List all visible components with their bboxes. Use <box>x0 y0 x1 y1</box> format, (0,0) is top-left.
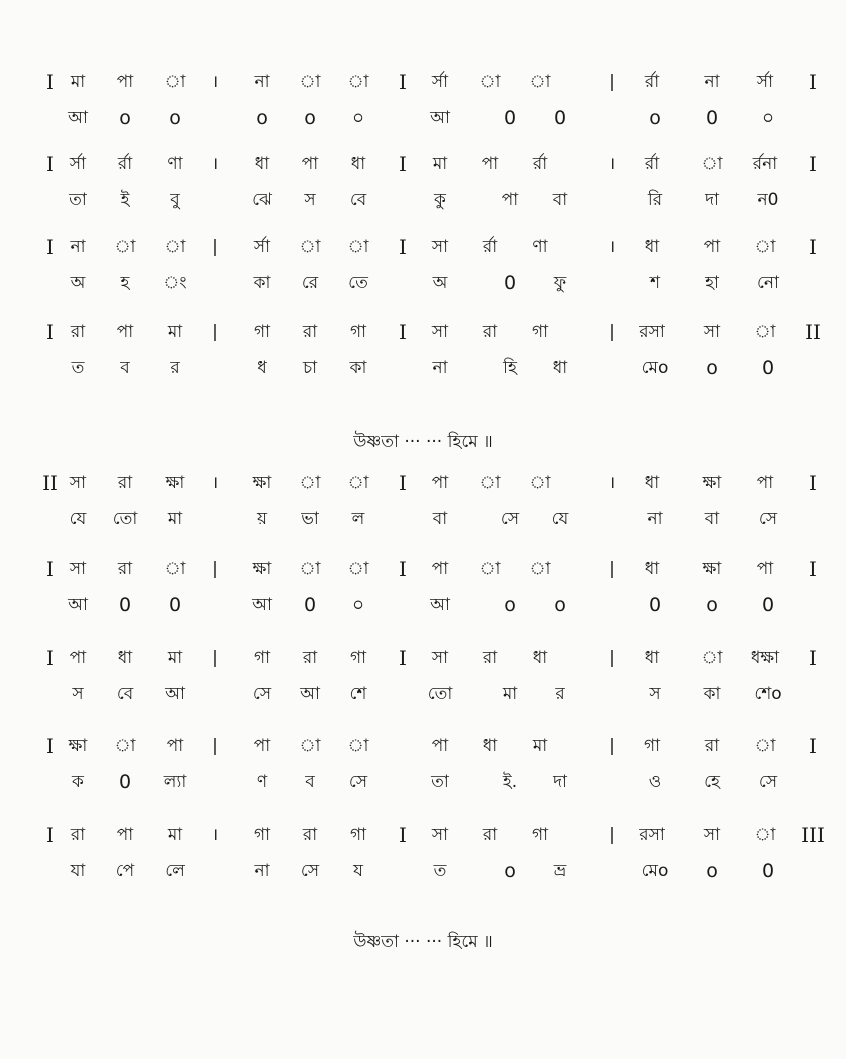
lyric-syllable: o <box>706 594 718 616</box>
lyric-syllable: অ <box>432 273 448 293</box>
note-cell: I <box>46 320 54 344</box>
note-cell: ধা <box>254 154 270 174</box>
note-cell: রা <box>117 473 133 493</box>
notation-row <box>0 821 846 849</box>
note-cell: I <box>46 557 54 581</box>
lyric-syllable: 0 <box>705 107 719 129</box>
note-cell: । <box>608 237 616 257</box>
lyric-syllable: ভা <box>301 509 319 529</box>
note-cell: সা <box>69 559 87 579</box>
note-cell: পা <box>431 736 449 756</box>
note-cell: া <box>347 473 369 493</box>
lyric-syllable: o <box>706 357 718 379</box>
lyric-syllable: ভ্র <box>553 861 567 881</box>
lyric-syllable: 0 <box>648 594 662 616</box>
note-cell: রা <box>302 322 318 342</box>
note-cell: সা <box>69 473 87 493</box>
lyric-syllable: আ <box>165 684 185 704</box>
lyric-syllable: অ <box>70 273 86 293</box>
note-cell: পা <box>756 473 774 493</box>
note-cell: া <box>701 648 723 668</box>
lyric-syllable: তা <box>69 190 87 210</box>
note-cell: I <box>809 557 817 581</box>
note-cell: া <box>529 72 551 92</box>
lyric-syllable: ধ <box>257 358 267 378</box>
lyric-syllable: ত <box>433 861 447 881</box>
note-cell: না <box>70 237 86 257</box>
note-cell: I <box>399 235 407 259</box>
note-cell: পা <box>301 154 319 174</box>
note-cell: র্রা <box>117 154 133 174</box>
lyric-syllable: মা <box>167 509 183 529</box>
lyric-syllable: বা <box>704 509 720 529</box>
note-cell: পা <box>431 473 449 493</box>
note-cell: া <box>701 154 723 174</box>
note-cell: | <box>212 322 218 342</box>
lyric-syllable: সে <box>500 509 520 529</box>
note-cell: র্রা <box>482 237 498 257</box>
note-cell: া <box>347 736 369 756</box>
lyric-syllable: যা <box>70 861 86 881</box>
note-cell: I <box>46 70 54 94</box>
lyric-syllable: লে <box>165 861 185 881</box>
note-cell: পা <box>166 736 184 756</box>
lyric-syllable: তো <box>427 684 453 704</box>
lyric-syllable: 0 <box>168 594 182 616</box>
lyric-syllable: না <box>647 509 663 529</box>
note-cell: I <box>809 70 817 94</box>
note-cell: পা <box>756 559 774 579</box>
note-cell: রা <box>482 825 498 845</box>
lyric-syllable: চা <box>302 358 318 378</box>
note-cell: | <box>212 237 218 257</box>
note-cell: ণা <box>167 154 183 174</box>
note-cell: রা <box>482 648 498 668</box>
note-cell: মা <box>532 736 548 756</box>
note-cell: | <box>609 825 615 845</box>
note-cell: I <box>399 646 407 670</box>
lyric-syllable: স <box>72 684 84 704</box>
lyric-syllable: আ <box>252 595 272 615</box>
note-cell: া <box>754 237 776 257</box>
note-cell: । <box>211 72 219 92</box>
lyric-syllable: কা <box>349 358 367 378</box>
lyric-syllable: ল্যা <box>163 772 187 792</box>
note-cell: | <box>609 648 615 668</box>
note-cell: । <box>211 154 219 174</box>
lyric-syllable: তো <box>112 509 138 529</box>
note-cell: I <box>46 823 54 847</box>
lyric-syllable: কা <box>703 684 721 704</box>
note-cell: র্সা <box>69 154 87 174</box>
note-cell: না <box>254 72 270 92</box>
lyric-syllable: র <box>555 684 565 704</box>
lyric-syllable: হি <box>503 358 517 378</box>
lyric-syllable: ০ <box>351 107 365 129</box>
lyric-syllable: 0 <box>503 272 517 294</box>
note-cell: গা <box>531 322 549 342</box>
note-cell: পা <box>703 237 721 257</box>
note-cell: পা <box>431 559 449 579</box>
note-cell: া <box>529 559 551 579</box>
note-cell: র্রা <box>644 154 660 174</box>
lyric-syllable: ই <box>120 190 130 210</box>
lyric-syllable: তা <box>431 772 449 792</box>
note-cell: া <box>479 559 501 579</box>
note-cell: া <box>347 72 369 92</box>
lyric-syllable: রি <box>647 190 663 210</box>
note-cell: III <box>801 823 825 847</box>
note-cell: র্সা <box>253 237 271 257</box>
note-cell: া <box>114 237 136 257</box>
note-cell: II <box>42 471 58 495</box>
note-cell: র্সা <box>431 72 449 92</box>
lyric-syllable: 0 <box>761 860 775 882</box>
lyric-syllable: আ <box>68 595 88 615</box>
lyric-syllable: o <box>554 594 566 616</box>
lyric-row <box>0 269 846 297</box>
lyric-syllable: ০ <box>761 107 775 129</box>
note-cell: র্সা <box>756 72 774 92</box>
lyric-syllable: o <box>169 107 181 129</box>
note-cell: | <box>212 648 218 668</box>
note-cell: ধা <box>644 559 660 579</box>
note-cell: সা <box>431 648 449 668</box>
note-cell: া <box>347 237 369 257</box>
notation-row <box>0 644 846 672</box>
note-cell: ধা <box>482 736 498 756</box>
note-cell: | <box>609 736 615 756</box>
notation-row <box>0 318 846 346</box>
note-cell: সা <box>431 322 449 342</box>
note-cell: মা <box>70 72 86 92</box>
lyric-syllable: স <box>649 684 661 704</box>
lyric-syllable: কা <box>253 273 271 293</box>
note-cell: I <box>46 646 54 670</box>
lyric-syllable: পে <box>115 861 135 881</box>
lyric-syllable: সে <box>252 684 272 704</box>
note-cell: রা <box>704 736 720 756</box>
note-cell: রা <box>70 322 86 342</box>
lyric-syllable: তে <box>348 273 368 293</box>
note-cell: গা <box>349 322 367 342</box>
note-cell: ক্ষা <box>68 736 88 756</box>
note-cell: II <box>805 320 821 344</box>
lyric-syllable: 0 <box>761 357 775 379</box>
lyric-syllable: 0 <box>553 107 567 129</box>
note-cell: া <box>164 237 186 257</box>
lyric-syllable: 0 <box>761 594 775 616</box>
lyric-syllable: আ <box>430 595 450 615</box>
note-cell: া <box>299 559 321 579</box>
lyric-syllable: সে <box>758 509 778 529</box>
note-cell: I <box>46 152 54 176</box>
notation-row <box>0 732 846 760</box>
notation-row <box>0 150 846 178</box>
note-cell: I <box>809 471 817 495</box>
note-cell: গা <box>349 648 367 668</box>
note-cell: মা <box>432 154 448 174</box>
lyric-syllable: হা <box>705 273 719 293</box>
note-cell: I <box>399 152 407 176</box>
note-cell: না <box>704 72 720 92</box>
lyric-syllable: o <box>256 107 268 129</box>
note-cell: I <box>809 235 817 259</box>
note-cell: পা <box>253 736 271 756</box>
note-cell: ক্ষা <box>702 559 722 579</box>
note-cell: | <box>212 736 218 756</box>
note-cell: রসা <box>639 322 665 342</box>
note-cell: I <box>399 471 407 495</box>
note-cell: I <box>399 823 407 847</box>
note-cell: সা <box>431 825 449 845</box>
notation-row <box>0 469 846 497</box>
note-cell: ধা <box>644 473 660 493</box>
lyric-syllable: মা <box>502 684 518 704</box>
note-cell: I <box>399 320 407 344</box>
lyric-syllable: যে <box>551 509 569 529</box>
lyric-syllable: বে <box>116 684 134 704</box>
lyric-syllable: সে <box>348 772 368 792</box>
note-cell: রসা <box>639 825 665 845</box>
note-cell: া <box>479 473 501 493</box>
note-cell: পা <box>116 72 134 92</box>
lyric-syllable: নো <box>757 273 779 293</box>
note-cell: | <box>212 559 218 579</box>
note-cell: র্রা <box>644 72 660 92</box>
note-cell: রা <box>70 825 86 845</box>
lyric-syllable: র <box>170 358 180 378</box>
note-cell: গা <box>253 825 271 845</box>
note-cell: | <box>609 559 615 579</box>
lyric-syllable: ত <box>71 358 85 378</box>
note-cell: ণা <box>532 237 548 257</box>
lyric-syllable: ও <box>648 772 662 792</box>
note-cell: পা <box>481 154 499 174</box>
lyric-syllable: 0 <box>503 107 517 129</box>
lyric-syllable: কু <box>434 190 446 210</box>
lyric-syllable: য় <box>256 509 268 529</box>
note-cell: া <box>299 72 321 92</box>
note-cell: পা <box>116 825 134 845</box>
lyric-syllable: ব <box>120 358 130 378</box>
lyric-syllable: না <box>254 861 270 881</box>
note-cell: া <box>114 736 136 756</box>
note-cell: I <box>809 152 817 176</box>
note-cell: I <box>46 734 54 758</box>
note-cell: া <box>529 473 551 493</box>
note-cell: া <box>754 736 776 756</box>
lyric-syllable: o <box>504 594 516 616</box>
note-cell: া <box>347 559 369 579</box>
lyric-syllable: ই. <box>502 772 518 792</box>
lyric-syllable: o <box>119 107 131 129</box>
lyric-syllable: সে <box>300 861 320 881</box>
note-cell: রা <box>302 648 318 668</box>
note-cell: ধক্ষা <box>750 648 780 668</box>
note-cell: া <box>164 72 186 92</box>
note-cell: ক্ষা <box>252 473 272 493</box>
lyric-syllable: o <box>649 107 661 129</box>
lyric-syllable: 0 <box>303 594 317 616</box>
note-cell: মা <box>167 322 183 342</box>
lyric-syllable: ন0 <box>757 190 779 210</box>
note-cell: মা <box>167 648 183 668</box>
note-cell: I <box>399 557 407 581</box>
lyric-syllable: পা <box>501 190 519 210</box>
note-cell: সা <box>431 237 449 257</box>
lyric-syllable: আ <box>430 108 450 128</box>
note-cell: I <box>809 646 817 670</box>
note-cell: গা <box>531 825 549 845</box>
lyric-syllable: ফু <box>553 273 567 293</box>
note-cell: I <box>809 734 817 758</box>
lyric-syllable: শে <box>349 684 367 704</box>
lyric-syllable: ০ <box>351 594 365 616</box>
note-cell: া <box>479 72 501 92</box>
lyric-syllable: না <box>432 358 448 378</box>
note-cell: । <box>211 473 219 493</box>
notation-row <box>0 555 846 583</box>
note-cell: I <box>46 235 54 259</box>
lyric-syllable: মেo <box>641 358 669 378</box>
lyric-syllable: দা <box>553 772 567 792</box>
lyric-syllable: ণ <box>256 772 268 792</box>
lyric-syllable: য <box>353 861 363 881</box>
lyric-syllable: o <box>304 107 316 129</box>
lyric-syllable: শ <box>649 273 661 293</box>
note-cell: সা <box>703 322 721 342</box>
note-cell: মা <box>167 825 183 845</box>
lyric-syllable: বু <box>170 190 180 210</box>
lyric-syllable: হে <box>704 772 720 792</box>
lyric-syllable: বা <box>552 190 568 210</box>
lyric-syllable: ক <box>72 772 84 792</box>
note-cell: ধা <box>644 237 660 257</box>
notation-row <box>0 68 846 96</box>
lyric-syllable: ঝে <box>252 190 272 210</box>
note-cell: | <box>609 322 615 342</box>
note-cell: । <box>608 154 616 174</box>
refrain-heading-2: উষ্ণতা ··· ··· হিমে ॥ <box>353 932 493 952</box>
note-cell: া <box>754 825 776 845</box>
note-cell: । <box>211 825 219 845</box>
note-cell: | <box>609 72 615 92</box>
lyric-syllable: শেo <box>754 684 782 704</box>
lyric-syllable: হ <box>120 273 130 293</box>
lyric-row <box>0 104 846 132</box>
note-cell: া <box>299 237 321 257</box>
note-cell: গা <box>253 322 271 342</box>
notation-row <box>0 233 846 261</box>
lyric-syllable: 0 <box>118 594 132 616</box>
lyric-syllable: ব <box>305 772 315 792</box>
note-cell: গা <box>349 825 367 845</box>
lyric-row <box>0 505 846 533</box>
note-cell: া <box>299 473 321 493</box>
note-cell: ক্ষা <box>165 473 185 493</box>
note-cell: । <box>608 473 616 493</box>
note-cell: ক্ষা <box>702 473 722 493</box>
lyric-syllable: মেo <box>641 861 669 881</box>
note-cell: রা <box>117 559 133 579</box>
note-cell: পা <box>69 648 87 668</box>
lyric-syllable: o <box>504 860 516 882</box>
lyric-syllable: o <box>706 860 718 882</box>
lyric-row <box>0 680 846 708</box>
note-cell: া <box>754 322 776 342</box>
lyric-syllable: ধা <box>552 358 568 378</box>
lyric-syllable: সে <box>758 772 778 792</box>
note-cell: া <box>299 736 321 756</box>
note-cell: ধা <box>350 154 366 174</box>
lyric-syllable: আ <box>300 684 320 704</box>
lyric-row <box>0 186 846 214</box>
lyric-syllable: স <box>304 190 316 210</box>
lyric-row <box>0 857 846 885</box>
note-cell: গা <box>253 648 271 668</box>
note-cell: ধা <box>644 648 660 668</box>
lyric-row <box>0 354 846 382</box>
refrain-heading-1: উষ্ণতা ··· ··· হিমে ॥ <box>353 432 493 452</box>
note-cell: I <box>399 70 407 94</box>
lyric-syllable: বে <box>349 190 367 210</box>
note-cell: ধা <box>117 648 133 668</box>
lyric-syllable: বা <box>432 509 448 529</box>
lyric-syllable: ং <box>163 273 187 293</box>
lyric-row <box>0 768 846 796</box>
note-cell: গা <box>643 736 661 756</box>
note-cell: র্রনা <box>752 154 778 174</box>
note-cell: া <box>164 559 186 579</box>
note-cell: রা <box>482 322 498 342</box>
lyric-row <box>0 591 846 619</box>
note-cell: র্রা <box>532 154 548 174</box>
note-cell: সা <box>703 825 721 845</box>
note-cell: রা <box>302 825 318 845</box>
lyric-syllable: রে <box>301 273 319 293</box>
lyric-syllable: দা <box>705 190 719 210</box>
lyric-syllable: ল <box>351 509 365 529</box>
lyric-syllable: 0 <box>118 771 132 793</box>
lyric-syllable: আ <box>68 108 88 128</box>
note-cell: ধা <box>532 648 548 668</box>
lyric-syllable: যে <box>69 509 87 529</box>
note-cell: পা <box>116 322 134 342</box>
note-cell: ক্ষা <box>252 559 272 579</box>
